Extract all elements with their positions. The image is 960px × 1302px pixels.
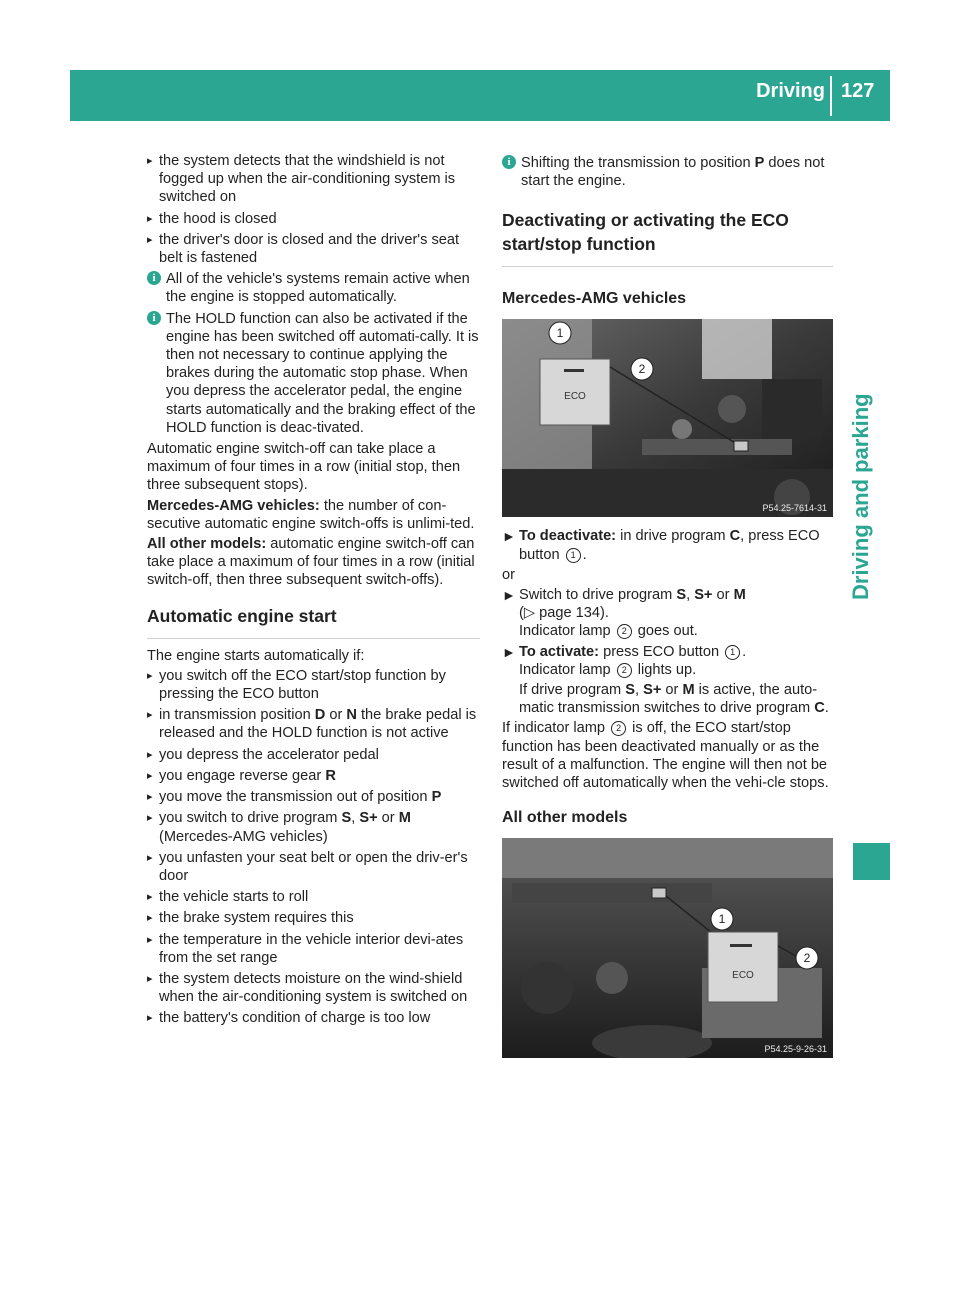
eco-label: ECO — [732, 970, 754, 982]
step-activate: ► To activate: press ECO button 1 . Indicator lamp 2 lights up. — [502, 643, 747, 678]
list-item: ▸ you depress the accelerator pedal — [147, 746, 480, 764]
info-note: i Shifting the transmission to position P does not start the engine. — [502, 154, 833, 190]
list-item: ▸ you unfasten your seat belt or open the driv-er's door — [147, 849, 480, 885]
list-item: ▸ you switch to drive program S, S+ or M (Mercedes-AMG vehicles) — [147, 809, 480, 845]
dashboard-photo-other — [502, 838, 833, 1058]
list-item: ▸ the driver's door is closed and the driver's seat belt is fastened — [147, 231, 480, 267]
bold-label: Mercedes-AMG vehicles: — [147, 497, 320, 514]
list-item: ▸ in transmission position D or N the brake pedal is released and the HOLD function is not active — [147, 706, 480, 742]
paragraph: If indicator lamp 2 is off, the ECO start/stop function has been deactivated manually or as the result of a malfunction. The engine will then not be switched off automatically when the vehi-cle stops. — [502, 720, 829, 792]
callout-ref: 2 — [617, 624, 632, 639]
bold-label: All other models: — [147, 536, 267, 553]
callout-1: 1 — [556, 326, 564, 341]
callout-2: 2 — [638, 362, 646, 377]
info-note — [147, 270, 480, 306]
callout-ref: 2 — [617, 663, 632, 678]
subheading: Mercedes-AMG vehicles — [502, 290, 687, 308]
step-arrow-icon: ► — [502, 643, 516, 660]
list-item: ▸ the temperature in the vehicle interior devi-ates from the set range — [147, 931, 480, 967]
list-item: ▸ the system detects that the windshield is not fogged up when the air-conditioning system is switched on — [147, 152, 480, 207]
section-title: Driving — [756, 80, 825, 102]
paragraph: The engine starts automatically if: — [147, 647, 365, 664]
info-text: All of the vehicle's systems remain active when the engine is stopped automatically. — [166, 271, 470, 306]
text: automatic engine switch-off can take place a maximum of four times in a row (initial switch-off, then three subsequent switch-offs). — [147, 536, 475, 589]
callout-ref: 1 — [566, 548, 581, 563]
eco-label: ECO — [564, 391, 586, 403]
list-item: ▸ the battery's condition of charge is too low — [147, 1009, 480, 1027]
paragraph — [147, 497, 480, 533]
photo-code: P54.25-9-26-31 — [764, 1044, 827, 1055]
paragraph: Automatic engine switch-off can take place a maximum of four times in a row (initial stop, then three subsequent stops). — [147, 441, 461, 494]
step-switch: ► Switch to drive program S, S+ or M (▷ page 134). Indicator lamp 2 goes out. — [502, 587, 746, 640]
list-item: ▸ you move the transmission out of position P — [147, 788, 480, 806]
list-item: ▸ the system detects moisture on the wind-shield when the air-conditioning system is switched on — [147, 970, 480, 1006]
right-column — [502, 152, 833, 1068]
step-arrow-icon: ► — [502, 528, 516, 545]
step-deactivate: ► To deactivate: in drive program C, press ECO button 1 . — [502, 528, 820, 563]
list-item: ▸ the hood is closed — [147, 210, 480, 228]
chapter-marker — [853, 843, 890, 880]
page-ref[interactable]: (▷ page 134). — [519, 605, 609, 622]
paragraph — [147, 535, 480, 590]
info-icon: i — [147, 311, 161, 325]
list-item: ▸ the vehicle starts to roll — [147, 888, 480, 906]
callout-ref: 1 — [725, 645, 740, 660]
step-note: If drive program S, S+ or M is active, the auto-matic transmission switches to drive program C. — [519, 682, 829, 717]
step-arrow-icon: ► — [502, 587, 516, 604]
photo-code: P54.25-7614-31 — [762, 503, 827, 514]
info-text: The HOLD function can also be activated if the engine has been switched off automati-cally. It is then not necessary to continue applying the brakes during the automatic stop phase. When you depress the accelerator pedal, the engine starts automatically and the braking effect of the HOLD function is deac-tivated. — [166, 310, 479, 436]
header-divider — [830, 76, 832, 116]
info-icon: i — [502, 155, 516, 169]
section-heading: Deactivating or activating the ECO start/stop function — [502, 208, 833, 267]
subheading: All other models — [502, 809, 628, 827]
callout-ref: 2 — [611, 721, 626, 736]
info-icon: i — [147, 271, 161, 285]
callout-2: 2 — [803, 951, 811, 966]
chapter-tab: Driving and parking — [848, 393, 873, 600]
or-text: or — [502, 566, 515, 583]
section-heading: Automatic engine start — [147, 604, 480, 639]
list-item: ▸ you switch off the ECO start/stop function by pressing the ECO button — [147, 667, 480, 703]
list-item: ▸ you engage reverse gear R — [147, 767, 480, 785]
list-item: ▸ the brake system requires this — [147, 909, 480, 927]
text: the number of con-secutive automatic engine switch-offs is unlimi-ted. — [147, 497, 475, 532]
left-column — [147, 152, 480, 1031]
callout-1: 1 — [718, 912, 726, 927]
dashboard-photo-amg — [502, 319, 833, 517]
page-number: 127 — [841, 80, 875, 102]
info-note — [147, 310, 480, 437]
